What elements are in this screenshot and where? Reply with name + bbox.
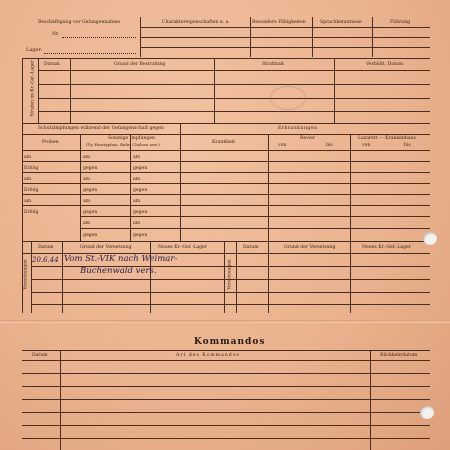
vacc-col3-word: gegen [133, 166, 148, 171]
vacc-col3-word: am [133, 221, 141, 226]
faded-stamp-mark [270, 86, 306, 110]
vacc-col3-word: gegen [133, 233, 148, 238]
occupation-label: Beschäftigung vor Gefangennahme [38, 20, 121, 25]
punishments-penalty-label: Strafmaß [262, 62, 284, 67]
rule [180, 150, 430, 151]
rule [80, 228, 180, 229]
punishments-served-label: Verbüßt, Datum [366, 62, 404, 67]
rule [38, 84, 430, 85]
kommandos-title: Kommandos [194, 337, 266, 347]
vacc-row-label: am [24, 155, 32, 160]
character-label: Charaktereigenschaften u. a. [162, 20, 230, 25]
section-border [22, 58, 430, 59]
punch-hole [420, 406, 434, 419]
transfers-new-camp-label-2: Neues Kr.-Gef.-Lager [362, 245, 411, 250]
illnesses-header: Erkrankungen [278, 126, 318, 131]
lazarett-bis-label: bis [404, 143, 411, 148]
transfers-reason-label: Grund der Versetzung [80, 245, 132, 250]
transfers-reason-label-2: Grund der Versetzung [284, 245, 336, 250]
rule [22, 399, 430, 400]
column-divider [31, 241, 32, 313]
vacc-row-label: Erfolg [24, 166, 39, 171]
revier-von-label: von [278, 143, 287, 148]
lazarett-label: Lazarett — Krankenhaus [358, 136, 416, 141]
rule [140, 47, 430, 48]
vacc-row-label: am [24, 177, 32, 182]
rule [180, 172, 430, 173]
vacc-col3-word: am [133, 177, 141, 182]
rule [22, 134, 180, 135]
rule [38, 111, 430, 112]
transfers-side-label: Versetzungen [23, 259, 29, 290]
probe-label: Proben [42, 140, 59, 145]
punishments-date-label: Datum [44, 62, 60, 67]
rule [31, 292, 430, 293]
kommandos-date-label: Datum [32, 353, 48, 358]
rule [180, 194, 430, 195]
rule [180, 134, 430, 135]
language-label: Sprachkenntnisse [320, 20, 362, 25]
transfers-date-label: Datum [38, 245, 54, 250]
transfer-handwritten-line2: Buchenwald vers. [80, 266, 157, 276]
section-border [22, 58, 23, 123]
vacc-col2-word: gegen [83, 210, 98, 215]
rule [180, 216, 430, 217]
vaccinations-header: Schutzimpfungen während der Gefangenschaft gegen [38, 126, 164, 131]
vacc-col2-word: gegen [83, 233, 98, 238]
section-border [22, 123, 23, 241]
rule [38, 70, 430, 71]
lager-field-line [44, 53, 136, 54]
nr-label: Nr. [52, 32, 60, 37]
vacc-row-label: Erfolg [24, 210, 39, 215]
rule [22, 360, 430, 361]
column-divider [236, 241, 237, 313]
rule [22, 205, 180, 206]
rule [22, 172, 180, 173]
kommandos-return-label: Rückkehrdatum [380, 353, 418, 358]
revier-bis-label: bis [326, 143, 333, 148]
disease-label: Krankheit [212, 140, 236, 145]
vacc-row-label: am [24, 199, 32, 204]
transfers-date-label-2: Datum [243, 245, 259, 250]
vacc-col3-word: am [133, 199, 141, 204]
vacc-row-label: Erfolg [24, 188, 39, 193]
rule [180, 228, 430, 229]
punch-hole [423, 232, 437, 245]
section-divider [224, 241, 225, 313]
rule [180, 183, 430, 184]
rule [180, 205, 430, 206]
rule [22, 194, 180, 195]
card-fold [0, 320, 450, 323]
vacc-col2-word: am [83, 221, 91, 226]
rule [31, 304, 430, 305]
other-vaccinations-label: Sonstige Impfungen [108, 136, 156, 141]
special-skills-label: Besondere Fähigkeiten [252, 20, 306, 25]
rule [22, 161, 180, 162]
rule [180, 161, 430, 162]
column-divider [350, 241, 351, 313]
nr-field-line [62, 37, 136, 38]
vacc-col2-word: am [83, 155, 91, 160]
rule [80, 216, 180, 217]
vacc-col2-word: am [83, 199, 91, 204]
punishments-reason-label: Grund der Bestrafung [114, 62, 166, 67]
column-divider [70, 58, 71, 123]
revier-label: Revier [300, 136, 316, 141]
column-divider [334, 58, 335, 123]
other-vaccinations-sub: (Ty.-Paratyphus, Ruhr, Cholera usw.) [86, 142, 160, 147]
rule [22, 386, 430, 387]
rule [38, 98, 430, 99]
rule [31, 279, 430, 280]
vacc-col2-word: gegen [83, 188, 98, 193]
lazarett-von-label: von [362, 143, 371, 148]
rule [22, 425, 430, 426]
column-divider [150, 241, 151, 313]
vacc-col3-word: gegen [133, 210, 148, 215]
column-divider [60, 350, 61, 450]
rule [22, 412, 430, 413]
transfers-side-label-2: Versetzungen [227, 259, 233, 290]
section-border [22, 241, 430, 242]
section-border [22, 123, 430, 124]
lager-label: Lager: [26, 47, 43, 53]
section-border [22, 350, 430, 351]
vacc-col3-word: gegen [133, 188, 148, 193]
transfer-handwritten-line1: Vom St.-VIK nach Weimar- [64, 254, 178, 264]
rule [140, 27, 430, 28]
section-divider [180, 123, 181, 241]
punishments-side-label: Strafen im Kr.-Gef.-Lager [30, 60, 36, 117]
transfer-handwritten-date: 20.6.44 [32, 256, 59, 264]
column-divider [62, 241, 63, 313]
rule [22, 150, 180, 151]
kommandos-type-label: Art des Kommandos [176, 353, 240, 358]
conduct-label: Führung [390, 20, 411, 25]
vacc-col2-word: am [83, 177, 91, 182]
vacc-col3-word: am [133, 155, 141, 160]
vacc-col2-word: gegen [83, 166, 98, 171]
rule [140, 37, 430, 38]
rule [22, 183, 180, 184]
column-divider [268, 241, 269, 313]
column-divider [214, 58, 215, 123]
column-divider [38, 58, 39, 123]
column-divider [370, 350, 371, 450]
transfers-new-camp-label: Neues Kr.-Gef.-Lager [158, 245, 207, 250]
rule [22, 438, 430, 439]
rule [22, 373, 430, 374]
